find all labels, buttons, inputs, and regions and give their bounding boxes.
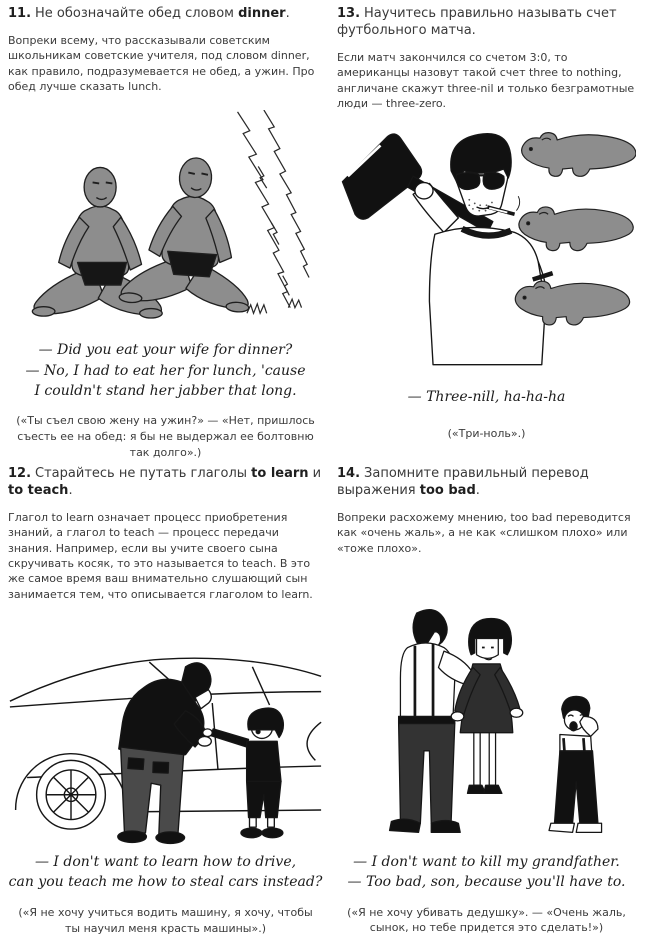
- section-12-heading: [8, 466, 323, 500]
- section-12-caption: — I don't want to learn how to drive, can you teach me how to steal cars instead?: [8, 854, 323, 891]
- illustration-13: [337, 119, 636, 373]
- fan-with-horn-illustration: [337, 119, 636, 373]
- section-13-body: Если матч закончился со счетом 3:0, то американцы назовут такой счет three to nothing, англичане скажут three-nil и только безграмотные люди — three-zero.: [337, 50, 635, 110]
- section-14-number: 14.: [337, 466, 361, 481]
- section-11-caption: — Did you eat your wife for dinner? — No, I had to eat her for lunch, 'cause I couldn't stand her jabber that long.: [25, 342, 306, 400]
- car-theft-lesson-illustration: [8, 606, 323, 846]
- section-13: [337, 5, 650, 465]
- section-12-number: 12.: [8, 466, 32, 481]
- section-14-caption: — I don't want to kill my grandfather. — Too bad, son, because you'll have to.: [347, 853, 626, 891]
- section-11: [8, 5, 337, 465]
- section-13-heading-text: Научитесь правильно называть счет футбольного матча.: [337, 6, 617, 38]
- section-12-translation: («Я не хочу учиться водить машину, я хочу, чтобы ты научил меня красть машины».): [18, 905, 313, 935]
- section-12-heading-text: Старайтесь не путать глаголы to learn и to teach.: [8, 466, 322, 498]
- illustration-14: [337, 594, 636, 846]
- section-13-number: 13.: [337, 6, 361, 21]
- section-14-heading-text: Запомните правильный перевод выражения too bad.: [337, 466, 589, 498]
- section-11-heading-text: Не обозначайте обед словом dinner.: [35, 6, 290, 21]
- section-11-body: Вопреки всему, что рассказывали советским школьникам советские учителя, под словом dinner, как правило, подразумевается не обед, а ужин. Про обед лучше сказать lunch.: [8, 33, 315, 94]
- scolding-parents-illustration: [337, 594, 636, 846]
- section-11-translation: («Ты съел свою жену на ужин?» — «Нет, пришлось съесть ее на обед: я бы не выдержал ее болтовню так долго».): [16, 414, 315, 460]
- section-14-translation: («Я не хочу убивать дедушку». — «Очень жаль, сынок, но тебе придется это сделать!»): [347, 905, 626, 935]
- section-11-heading: [8, 6, 323, 23]
- section-14: [337, 465, 650, 945]
- section-12: [8, 465, 337, 945]
- section-13-heading: [337, 6, 636, 40]
- section-14-body: Вопреки расхожему мнению, too bad переводится как «очень жаль», а не как «слишком плохо» или «тоже плохо».: [337, 510, 631, 555]
- section-12-body: Глагол to learn означает процесс приобретения знаний, а глагол to teach — процесс передачи знания. Например, если вы учите своего сына скручивать косяк, то это называется to teach. В это же самое время ваш внимательно слушающий сын занимается тем, что описывается глаголом to learn.: [8, 510, 313, 601]
- section-11-number: 11.: [8, 6, 32, 21]
- section-13-caption: — Three-nill, ha-ha-ha: [407, 389, 566, 406]
- illustration-12: [8, 606, 323, 846]
- section-14-heading: [337, 466, 636, 500]
- illustration-11: [8, 110, 323, 334]
- cannibals-campfire-illustration: [13, 110, 319, 334]
- section-13-translation: («Три-ноль».): [447, 426, 526, 440]
